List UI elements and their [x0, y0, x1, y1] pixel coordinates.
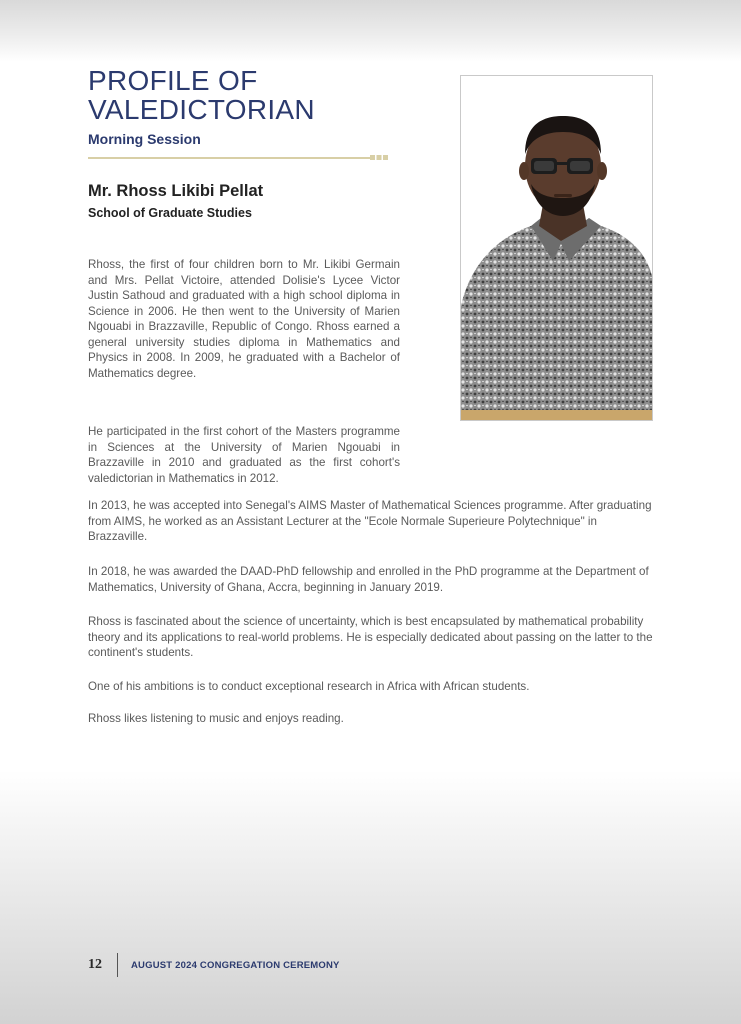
valedictorian-name: Mr. Rhoss Likibi Pellat — [88, 182, 264, 200]
bio-paragraph: Rhoss, the first of four children born to Mr. Likibi Germain and Mrs. Pellat Victoire, attended Dolisie's Lycee Victor Justin Sathoud and graduated with a high school diploma in Science in 2006. He then went to the University of Marien Ngouabi in Brazzaville, Republic of Congo. Rhoss earned a general university studies diploma in Mathematics and Physics in 2008. In 2009, he graduated with a Bachelor of Mathematics degree. — [88, 258, 400, 380]
bio-paragraph: Rhoss likes listening to music and enjoys reading. — [88, 712, 344, 725]
footer-separator — [117, 953, 118, 977]
bio-paragraph: He participated in the first cohort of the Masters programme in Sciences at the University of Marien Ngouabi in Brazzaville in 2010 and graduated as the first cohort's valedictorian in Mathematics in 2012. — [88, 425, 400, 485]
bio-paragraph: In 2018, he was awarded the DAAD-PhD fellowship and enrolled in the PhD programme at the Department of Mathematics, University of Ghana, Accra, beginning in January 2019. — [88, 565, 649, 594]
portrait-frame — [460, 75, 653, 421]
bio-paragraph: Rhoss is fascinated about the science of uncertainty, which is best encapsulated by mathematical probability theory and its applications to real-world problems. He is especially dedicated about passing on the latter to the continent's students. — [88, 615, 653, 659]
session-label: Morning Session — [88, 131, 201, 147]
gold-divider — [88, 157, 370, 159]
divider-ornament-icon — [369, 152, 389, 163]
page-number: 12 — [88, 957, 102, 972]
page-title: PROFILE OF VALEDICTORIAN — [88, 65, 315, 125]
school-name: School of Graduate Studies — [88, 206, 252, 220]
footer-event-title: AUGUST 2024 CONGREGATION CEREMONY — [131, 960, 340, 971]
portrait-photo — [461, 76, 652, 410]
photo-gold-strip — [461, 410, 652, 420]
bio-paragraph: In 2013, he was accepted into Senegal's AIMS Master of Mathematical Sciences programme. After graduating from AIMS, he worked as an Assistant Lecturer at the "Ecole Normale Superieure Polytechnique" in Brazzaville. — [88, 499, 652, 543]
bio-paragraph: One of his ambitions is to conduct exceptional research in Africa with African students. — [88, 680, 530, 693]
